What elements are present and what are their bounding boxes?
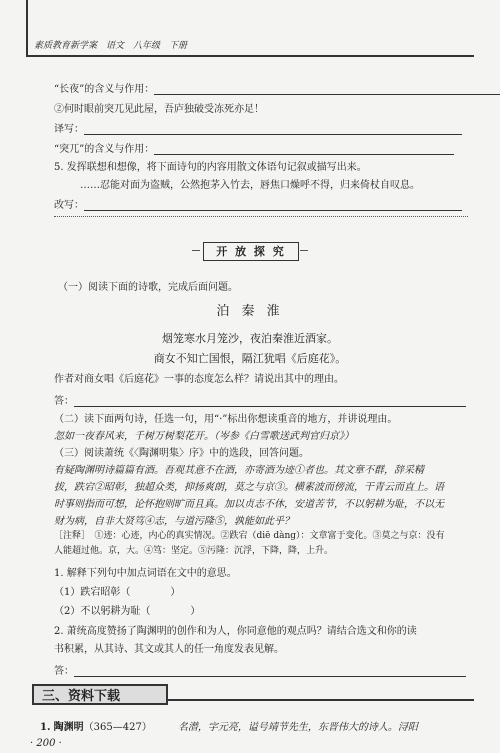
material-entry — [40, 718, 418, 733]
part3-passage-3: 时事则指而可想，论怀抱则旷而且真。加以贞志不休，安道苦节，不以躬耕为耻，不以无 — [54, 499, 444, 510]
poem-title: 泊 秦 淮 — [216, 304, 284, 319]
q-tuwu-label: “突兀”的含义与作用： — [54, 144, 155, 155]
part1-intro: （一）阅读下面的诗歌，完成后面问题。 — [58, 282, 238, 293]
part3-q1b: （2）不以躬耕为耻（ ） — [54, 606, 201, 617]
section-dash-right — [300, 250, 308, 251]
q-translate-label: 译写： — [54, 124, 84, 135]
q5-quote: ……忍能对面为盗贼，公然抱茅入竹去，唇焦口燥呼不得，归来倚杖自叹息。 — [80, 180, 420, 191]
q-changye-line — [54, 80, 500, 95]
q-changye-label: “长夜”的含义与作用： — [54, 84, 155, 95]
header-corner-line — [26, 0, 28, 56]
section-dash-left — [192, 250, 200, 251]
section-download-rule — [168, 699, 474, 701]
part2-text: （二）读下面两句诗，任选一句，用“·”标出你想读重音的地方，并讲说理由。 — [54, 414, 398, 425]
part3-q1: 1. 解释下列句中加点词语在文中的意思。 — [54, 568, 237, 579]
answer-blank[interactable] — [74, 396, 466, 407]
part1-answer-label: 答： — [54, 396, 74, 407]
poem-line-2: 商女不知亡国恨，隔江犹唱《后庭花》。 — [153, 352, 347, 365]
material-num: 1. — [40, 722, 51, 733]
part1-question: 作者对商女唱《后庭花》一事的态度怎么样？请说出其中的理由。 — [54, 374, 344, 385]
poem-line-1: 烟笼寒水月笼沙，夜泊秦淮近酒家。 — [162, 332, 338, 345]
part3-answer-label: 答： — [54, 666, 74, 677]
answer-dotted-line[interactable] — [54, 216, 468, 217]
part1-answer-line — [54, 392, 466, 407]
part3-answer-line — [54, 662, 466, 677]
part3-passage-2: 拔，跌宕②昭彰，独超众类，抑扬爽朗，莫之与京③。横素波而傍流，干青云而直上。语 — [54, 482, 444, 493]
part3-q2a: 2. 萧统高度赞扬了陶渊明的创作和为人，你同意他的观点吗？请结合选文和你的读 — [54, 626, 417, 637]
part2-poem: 忽如一夜春风来，千树万树梨花开。（岑参《白雪歌送武判官归京》） — [54, 431, 354, 442]
section-open-title: 开 放 探 究 — [203, 242, 299, 261]
part3-q1a: （1）跌宕昭彰（ ） — [54, 587, 181, 598]
section-download-title: 三、资料下载 — [32, 684, 168, 705]
answer-blank[interactable] — [154, 84, 500, 95]
material-years: （365—427） — [83, 722, 152, 733]
material-name: 陶渊明 — [53, 722, 84, 733]
part3-note-1: ［注释］ ①迹：心迹，内心的真实情况。②跌宕（diē dàng）：文章富于变化。③莫之与京：没有 — [54, 531, 445, 541]
material-desc: 名潜，字元亮，谥号靖节先生，东晋伟大的诗人。浔阳 — [177, 722, 418, 733]
part3-intro: （三）阅读萧统《〈陶渊明集〉序》中的选段，回答问题。 — [54, 448, 309, 459]
page-number: · 200 · — [30, 738, 62, 749]
part3-note-2: 人能超过他。京，大。④笃：坚定。⑤污隆：沉浮，下降，降，上升。 — [54, 546, 334, 556]
answer-blank[interactable] — [154, 144, 454, 155]
q-translate-line — [54, 120, 462, 135]
answer-blank[interactable] — [74, 666, 466, 677]
part3-passage-4: 财为病，自非大贤笃④志，与道污隆⑤，孰能如此乎？ — [54, 516, 294, 527]
part3-passage-1: 有疑陶渊明诗篇篇有酒。吾观其意不在酒，亦寄酒为迹①者也。其文章不群，辞采精 — [54, 465, 424, 476]
q5-rewrite-label: 改写： — [54, 200, 84, 211]
q5-rewrite-line — [54, 196, 462, 211]
running-header: 素质教育新学案 语文 八年级 下册 — [34, 41, 188, 51]
q-tuwu-line — [54, 140, 454, 155]
answer-blank[interactable] — [84, 200, 462, 211]
answer-blank[interactable] — [84, 124, 462, 135]
header-rule — [26, 55, 474, 57]
q-verse-text: ②何时眼前突兀见此屋，吾庐独破受冻死亦足！ — [54, 104, 264, 115]
q5-text: 5. 发挥联想和想像，将下面诗句的内容用散文体语句记叙或描写出来。 — [54, 162, 367, 173]
part3-q2b: 书积累，从其诗、其文或其人的任一角度发表见解。 — [54, 644, 284, 655]
